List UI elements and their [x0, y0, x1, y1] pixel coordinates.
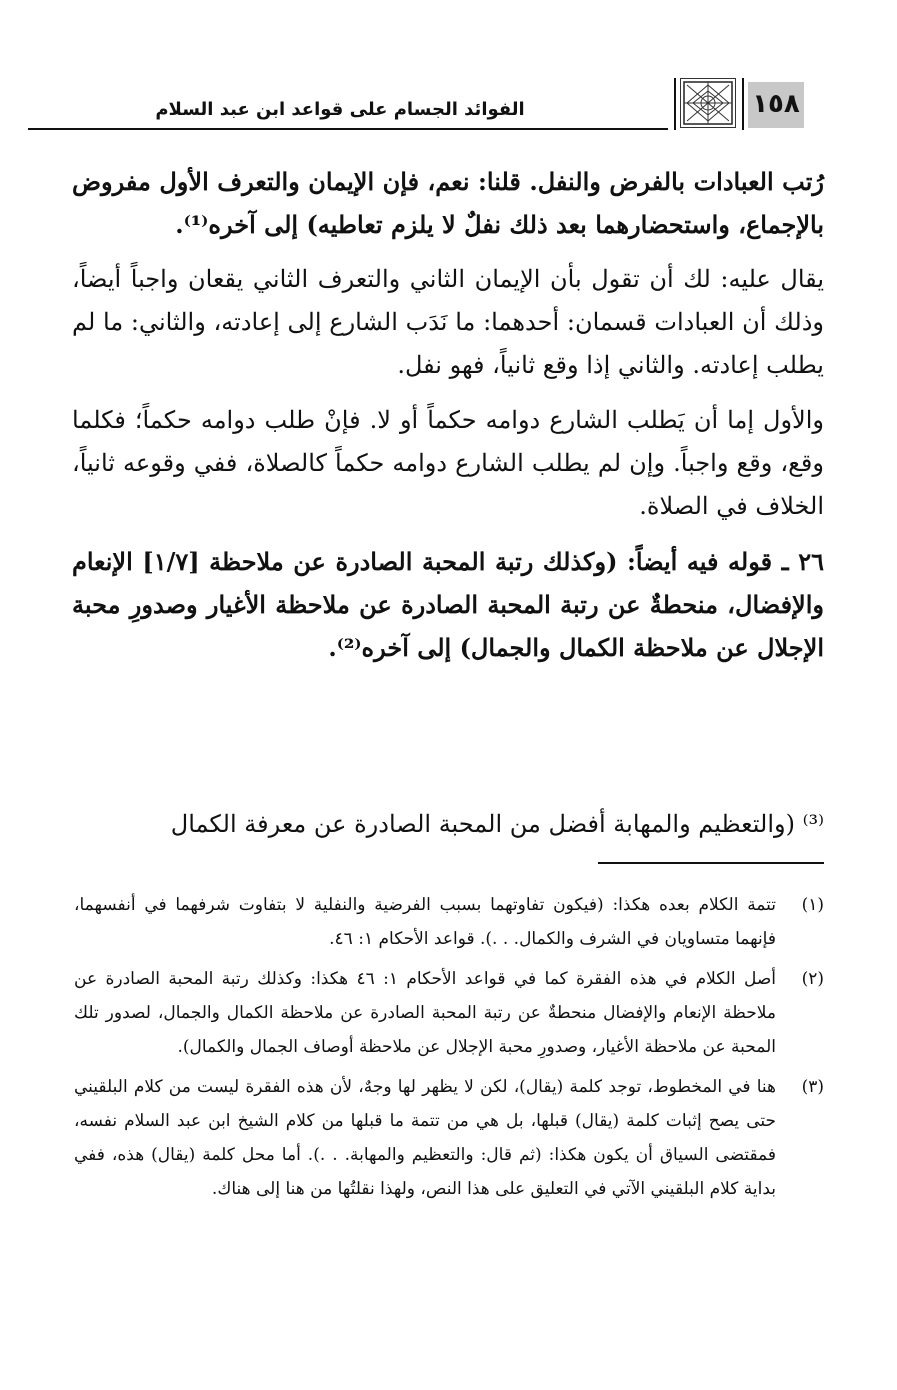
footnote: [74, 1070, 824, 1206]
commentary-paragraph: [72, 258, 824, 387]
page-header: [0, 72, 897, 132]
quoted-paragraph: [72, 160, 824, 246]
continued-paragraph: ⁽³⁾ (والتعظيم والمهابة أفضل من المحبة الصادرة عن معرفة الكمال: [170, 810, 824, 838]
footnote-number: (١): [801, 895, 824, 915]
header-divider: [674, 78, 676, 130]
footnote: [74, 888, 824, 956]
section-paragraph: [72, 540, 824, 669]
header-divider: [742, 78, 744, 130]
footnote-text: هنا في المخطوط، توجد كلمة (يقال)، لكن لا يظهر لها وجهٌ، لأن هذه الفقرة ليست من كلام البلقيني حتى يصح إثبات كلمة (يقال) قبلها، بل هي من تتمة ما قبلها من كلام الشيخ ابن عبد السلام نفسه، فمقتضى السياق أن يكون هكذا: (ثم قال: والتعظيم والمهابة. . .). أما محل كلمة (يقال) هذه، ففي بداية كلام البلقيني الآتي في التعليق على هذا النص، ولهذا نقلتُها من هنا إلى هناك.: [74, 1077, 776, 1199]
footnote-separator: [598, 862, 824, 864]
commentary-paragraph: [72, 399, 824, 528]
footnote-number: (٢): [801, 969, 824, 989]
running-title: الفوائد الجسام على قواعد ابن عبد السلام: [155, 99, 525, 120]
footnotes: [74, 888, 824, 1212]
ornament-icon: [680, 78, 736, 128]
page-number: ١٥٨: [748, 82, 804, 128]
header-rule: [28, 128, 668, 130]
main-text: [72, 160, 824, 681]
paragraph-text: رُتب العبادات بالفرض والنفل. قلنا: نعم، فإن الإيمان والتعرف الأول مفروض بالإجماع، واستحضارهما بعد ذلك نفلٌ لا يلزم تعاطيه) إلى آخره⁽¹⁾.: [72, 167, 824, 239]
paragraph-text: يقال عليه: لك أن تقول بأن الإيمان الثاني والتعرف الثاني يقعان واجباً أيضاً، وذلك أن العبادات قسمان: أحدهما: ما نَدَب الشارع إلى إعادته، والثاني: ما لم يطلب إعادته. والثاني إذا وقع ثانياً، فهو نفل.: [72, 265, 824, 379]
paragraph-text: والأول إما أن يَطلب الشارع دوامه حكماً أو لا. فإنْ طلب دوامه حكماً؛ فكلما وقع، وقع واجباً. وإن لم يطلب الشارع دوامه حكماً كالصلاة، ففي وقوعه ثانياً، الخلاف في الصلاة.: [72, 406, 824, 520]
paragraph-text: ٢٦ ـ قوله فيه أيضاً: (وكذلك رتبة المحبة الصادرة عن ملاحظة [١/٧] الإنعام والإفضال، منحطةٌ عن رتبة المحبة الصادرة عن ملاحظة الأغيار وصدورِ محبة الإجلال عن ملاحظة الكمال والجمال) إلى آخره⁽²⁾.: [72, 547, 824, 662]
footnote: [74, 962, 824, 1064]
footnote-text: تتمة الكلام بعده هكذا: (فيكون تفاوتهما بسبب الفرضية والنفلية لا بتفاوت شرفهما في أنفسهما، فإنهما متساويان في الشرف والكمال. . .). قواعد الأحكام ١: ٤٦.: [74, 895, 776, 949]
footnote-text: أصل الكلام في هذه الفقرة كما في قواعد الأحكام ١: ٤٦ هكذا: وكذلك رتبة المحبة الصادرة عن ملاحظة الإنعام والإفضال منحطةٌ عن رتبة المحبة الصادرة عن ملاحظة الكمال والجمال، لصدور تلك المحبة عن ملاحظة الأغيار، وصدورِ محبة الإجلال عن ملاحظة أوصاف الجمال والكمال).: [74, 969, 776, 1057]
footnote-number: (٣): [801, 1077, 824, 1097]
